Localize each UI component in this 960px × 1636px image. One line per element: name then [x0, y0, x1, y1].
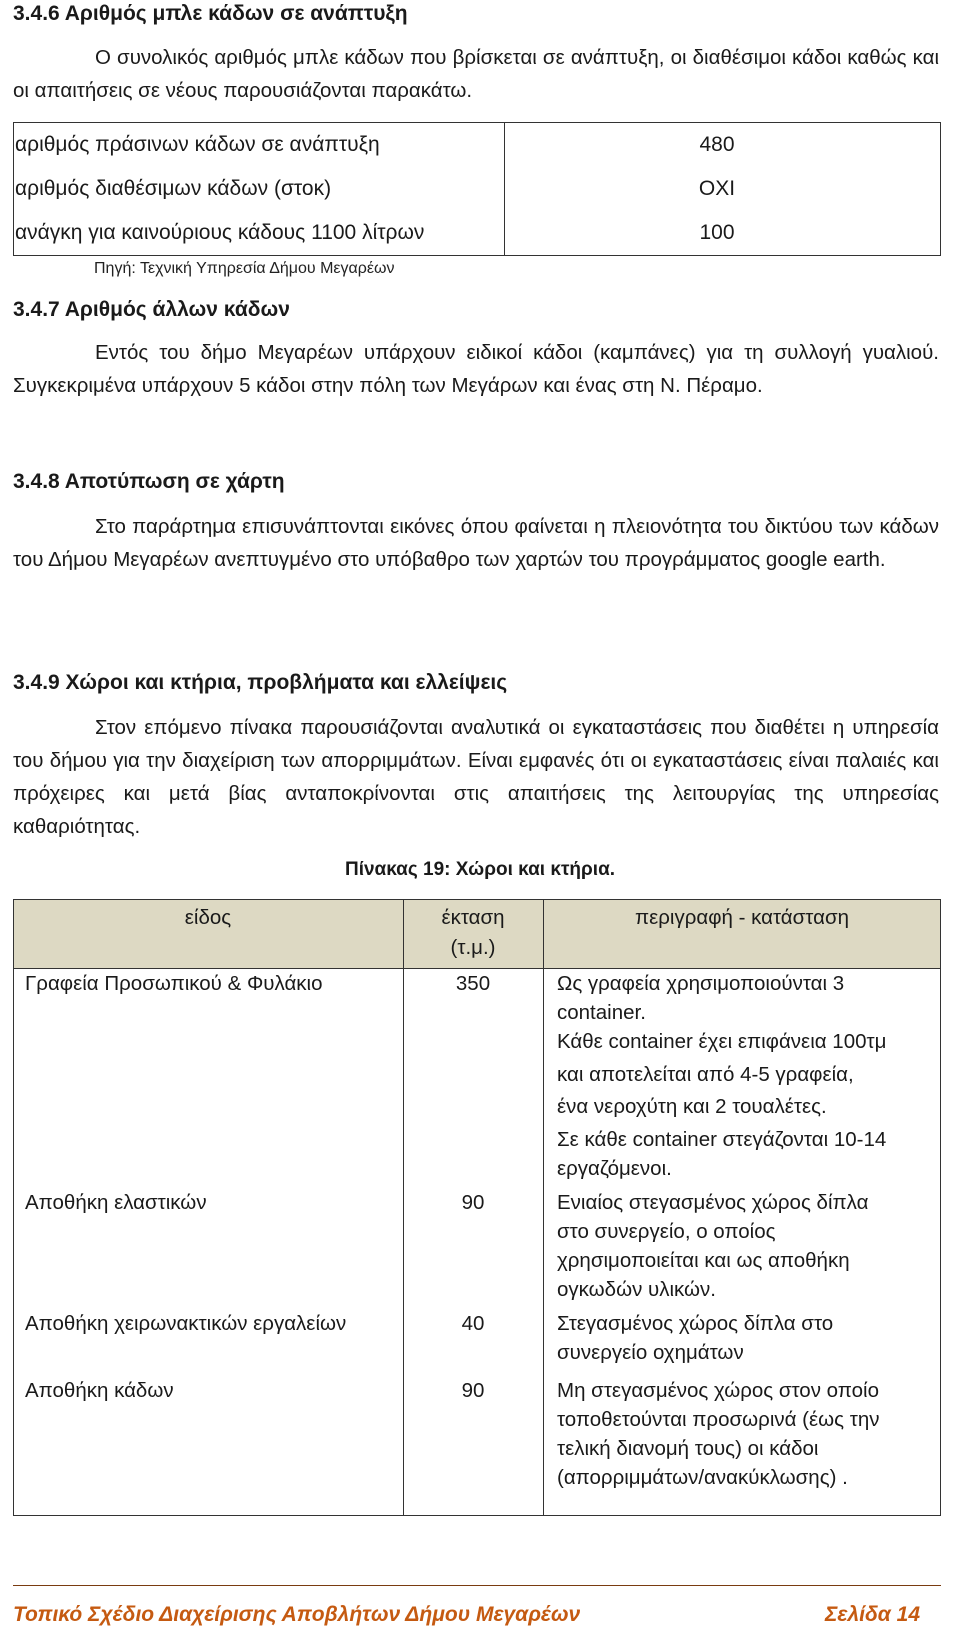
page-number: Σελίδα 14 — [825, 1603, 920, 1626]
section-heading-3-4-6: 3.4.6 Αριθμός μπλε κάδων σε ανάπτυξη — [13, 2, 408, 25]
row-description-line: τοποθετούνται προσωρινά (έως την — [557, 1408, 880, 1431]
row-description-line: Στεγασμένος χώρος δίπλα στο — [557, 1312, 834, 1335]
row-type: Αποθήκη χειρωνακτικών εργαλείων — [25, 1312, 347, 1335]
row-description-line: Μη στεγασμένος χώρος στον οποίο — [557, 1379, 879, 1402]
row-label: αριθμός πράσινων κάδων σε ανάπτυξη — [15, 133, 380, 156]
section-paragraph-3-4-8: Στο παράρτημα επισυνάπτονται εικόνες όπου φαίνεται η πλειονότητα του δικτύου των κάδων του Δήμου Μεγαρέων ανεπτυγμένο στο υπόβαθρο των χαρτών του προγράμματος google earth. — [13, 515, 939, 571]
table-row — [14, 211, 940, 255]
header-description: περιγραφή - κατάσταση — [634, 906, 850, 929]
row-area: 350 — [455, 972, 491, 995]
row-description-line: Σε κάθε container στεγάζονται 10-14 — [557, 1128, 887, 1151]
section-heading-3-4-8: 3.4.8 Αποτύπωση σε χάρτη — [13, 470, 285, 493]
row-label: ανάγκη για καινούριους κάδους 1100 λίτρων — [15, 221, 425, 244]
row-description-line: και αποτελείται από 4-5 γραφεία, — [557, 1063, 854, 1086]
row-description-line: εργαζόμενοι. — [557, 1157, 672, 1180]
row-label: αριθμός διαθέσιμων κάδων (στοκ) — [15, 177, 332, 200]
row-type: Αποθήκη κάδων — [25, 1379, 174, 1402]
row-area: 40 — [461, 1312, 485, 1335]
section-heading-3-4-9: 3.4.9 Χώροι και κτήρια, προβλήματα και ελλείψεις — [13, 671, 508, 694]
row-description-line: Κάθε container έχει επιφάνεια 100τμ — [557, 1030, 887, 1053]
row-description-line: τελική διανομή τους) οι κάδοι — [557, 1437, 819, 1460]
section-paragraph-3-4-9: Στον επόμενο πίνακα παρουσιάζονται αναλυτικά οι εγκαταστάσεις που διαθέτει η υπηρεσία του δήμου για την διαχείριση των απορριμμάτων. Είναι εμφανές ότι οι εγκαταστάσεις είναι παλαιές και πρόχειρες και μετά βίας ανταποκρίνονται στις απαιτήσεις της λειτουργίας της υπηρεσίας καθαριότητας. — [13, 716, 939, 838]
row-type: Γραφεία Προσωπικού & Φυλάκιο — [25, 972, 323, 995]
row-value: 480 — [699, 133, 735, 156]
row-description-line: χρησιμοποιείται και ως αποθήκη — [557, 1249, 850, 1272]
header-area: έκταση — [441, 906, 505, 929]
table-row — [14, 123, 940, 167]
section-heading-3-4-7: 3.4.7 Αριθμός άλλων κάδων — [13, 298, 290, 321]
footer-title: Τοπικό Σχέδιο Διαχείρισης Αποβλήτων Δήμου Μεγαρέων — [13, 1603, 581, 1626]
row-description-line: Ενιαίος στεγασμένος χώρος δίπλα — [557, 1191, 869, 1214]
table-row — [14, 167, 940, 211]
row-description-line: συνεργείο οχημάτων — [557, 1341, 744, 1364]
row-description-line: container. — [557, 1001, 646, 1024]
section-paragraph-3-4-6: Ο συνολικός αριθμός μπλε κάδων που βρίσκεται σε ανάπτυξη, οι διαθέσιμοι κάδοι καθώς και οι απαιτήσεις σε νέους παρουσιάζονται παρακάτω. — [13, 46, 939, 102]
row-description-line: Ως γραφεία χρησιμοποιούνται 3 — [557, 972, 845, 995]
facilities-table — [13, 899, 941, 1516]
row-description-line: στο συνεργείο, ο οποίος — [557, 1220, 776, 1243]
footer-divider — [13, 1585, 941, 1586]
row-description-line: ένα νεροχύτη και 2 τουαλέτες. — [557, 1095, 827, 1118]
row-description-line: ογκωδών υλικών. — [557, 1278, 716, 1301]
header-area-unit: (τ.μ.) — [450, 936, 496, 959]
bins-table — [13, 122, 941, 256]
row-type: Αποθήκη ελαστικών — [25, 1191, 207, 1214]
header-type: είδος — [184, 906, 232, 929]
table-source: Πηγή: Τεχνική Υπηρεσία Δήμου Μεγαρέων — [94, 260, 395, 277]
row-value: 100 — [699, 221, 735, 244]
row-area: 90 — [461, 1191, 485, 1214]
row-value: ΟΧΙ — [698, 177, 736, 200]
row-description-line: (απορριμμάτων/ανακύκλωσης) . — [557, 1466, 848, 1489]
row-area: 90 — [461, 1379, 485, 1402]
table-caption: Πίνακας 19: Χώροι και κτήρια. — [344, 859, 616, 880]
section-paragraph-3-4-7: Εντός του δήμο Μεγαρέων υπάρχουν ειδικοί κάδοι (καμπάνες) για τη συλλογή γυαλιού. Συγκεκριμένα υπάρχουν 5 κάδοι στην πόλη των Μεγάρων και ένας στη Ν. Πέραμο. — [13, 341, 939, 397]
